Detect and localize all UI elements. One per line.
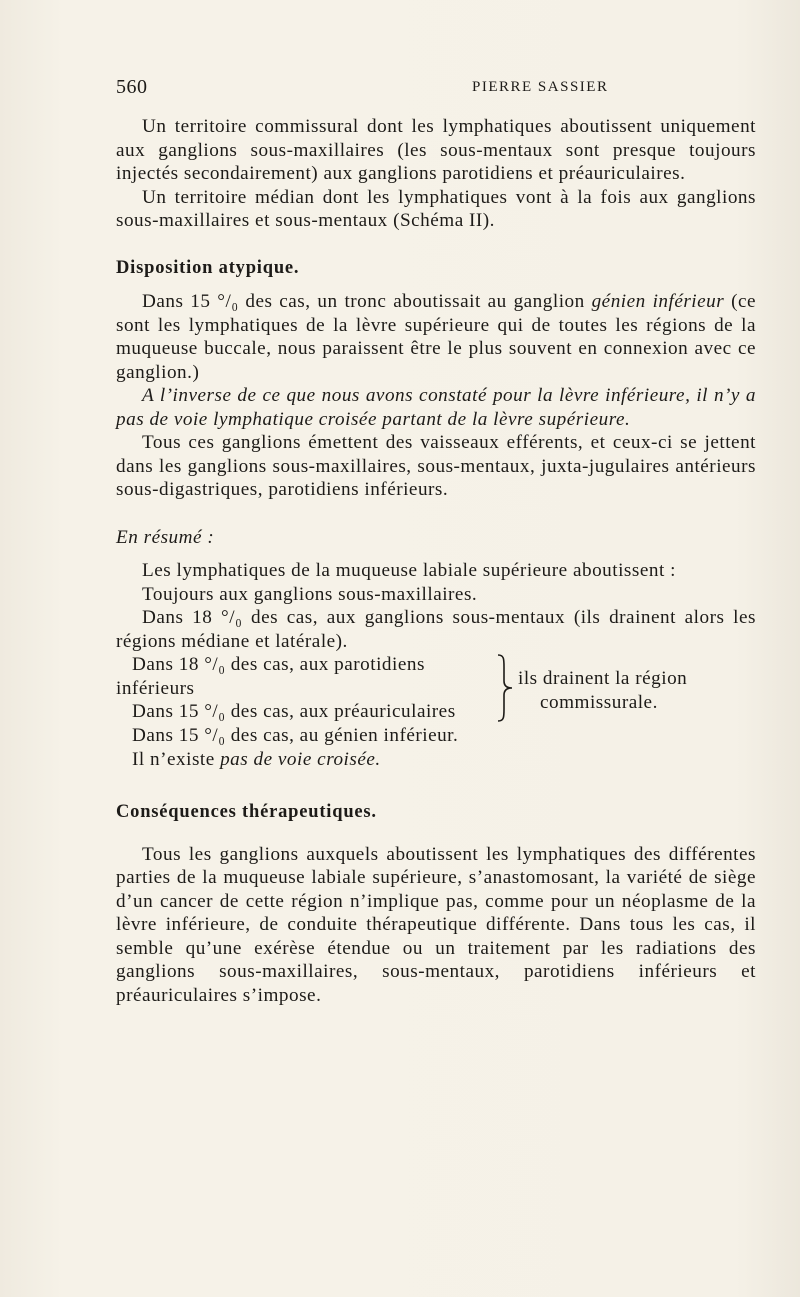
page-body xyxy=(116,115,756,1007)
summary-intro: Les lymphatiques de la muqueuse labiale supérieure aboutissent : xyxy=(142,560,676,581)
commissural-territory-paragraph: Un territoire commissural dont les lymphatiques aboutissent uniquement aux ganglions sous-maxillaires (les sous-mentaux sont presque toujours injectés secondairement) aux ganglions parotidiens et préauriculaires. xyxy=(116,116,756,184)
therapeutic-paragraph: Tous les ganglions auxquels aboutissent les lymphatiques des différentes parties de la muqueuse labiale supérieure, s’anastomosant, la variété de siège d’un cancer de cette région n’implique pas, comme pour un néoplasme de la lèvre inférieure, de conduite thérapeutique différente. Dans tous les cas, il semble qu’une exérèse étendue ou un traitement par les radiations des ganglions sous-maxillaires, sous-mentaux, parotidiens inférieurs et préauriculaires s’impose. xyxy=(116,843,756,1006)
summary-title: En résumé : xyxy=(116,526,215,548)
brace-right-line-2: commissurale. xyxy=(540,692,658,713)
summary-submental-line: Dans 18 °/₀ des cas, aux ganglions sous-mentaux (ils drainent alors les régions médiane et latérale). xyxy=(116,607,756,652)
atypical-paragraph-2: A l’inverse de ce que nous avons constaté pour la lèvre inférieure, il n’y a pas de voie lymphatique croisée partant de la lèvre supérieure. xyxy=(116,385,756,430)
brace-line-inferieurs: inférieurs xyxy=(116,677,195,699)
no-cross-italic: pas de voie croisée. xyxy=(220,748,381,770)
atypical-paragraph-3: Tous ces ganglions émettent des vaisseaux efférents, et ceux-ci se jettent dans les ganglions sous-maxillaires, sous-mentaux, juxta-jugulaires antérieurs sous-digastriques, parotidiens inférieurs. xyxy=(116,432,756,500)
running-head: PIERRE SASSIER xyxy=(472,79,609,95)
therapeutic-heading: Conséquences thérapeutiques. xyxy=(116,802,377,822)
summary-brace-block xyxy=(116,653,756,756)
atypical-paragraph-1 xyxy=(116,290,756,384)
atypical-p1-italic: génien inférieur xyxy=(591,291,725,312)
summary-always-line: Toujours aux ganglions sous-maxillaires. xyxy=(142,583,478,605)
atypical-disposition-heading: Disposition atypique. xyxy=(116,257,300,278)
summary-brace-right xyxy=(518,667,756,715)
median-territory-paragraph: Un territoire médian dont les lymphatiques vont à la fois aux ganglions sous-maxillaires et sous-mentaux (Schéma II). xyxy=(116,186,756,231)
page-number: 560 xyxy=(116,76,148,98)
brace-line-parotid: Dans 18 °/₀ des cas, aux parotidiens xyxy=(132,654,425,675)
summary-brace-left xyxy=(116,653,496,724)
right-brace-icon xyxy=(490,653,520,723)
summary-genien-line: Dans 15 °/₀ des cas, au génien inférieur. xyxy=(132,725,459,746)
atypical-p1-start: Dans 15 °/₀ des cas, un tronc aboutissait au ganglion xyxy=(142,291,592,312)
brace-line-preauricular: Dans 15 °/₀ des cas, aux préauriculaires xyxy=(132,701,456,722)
brace-right-line-1: ils drainent la région xyxy=(518,668,688,689)
no-cross-start: Il n’existe xyxy=(132,748,221,770)
atypical-p1-end: (ce sont les lymphatiques de la lèvre supérieure qui de toutes les régions de la muqueuse buccale, nous paraissent être le plus souvent en connexion avec ce ganglion.) xyxy=(116,291,756,383)
page-header xyxy=(116,76,756,100)
